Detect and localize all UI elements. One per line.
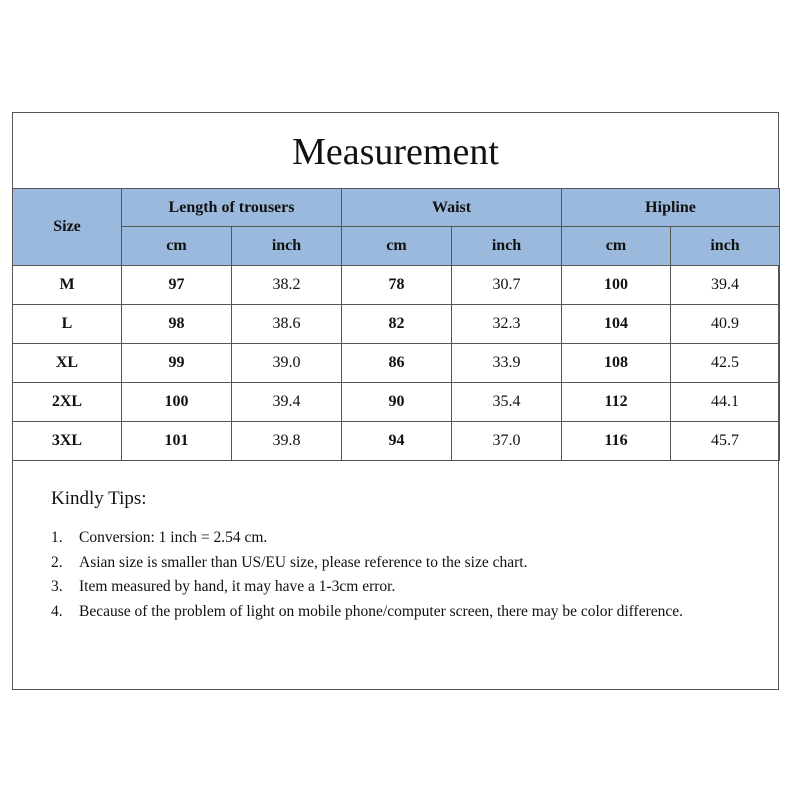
size-chart-frame	[12, 112, 779, 690]
list-number: 1.	[51, 529, 63, 546]
value-cell: 42.5	[671, 344, 780, 383]
table-row	[13, 305, 780, 344]
size-cell: L	[13, 305, 122, 344]
value-cell: 44.1	[671, 383, 780, 422]
table-row	[13, 266, 780, 305]
value-cell: 39.0	[232, 344, 342, 383]
unit-header: inch	[452, 227, 562, 266]
header-row-units	[13, 227, 780, 266]
value-cell: 90	[342, 383, 452, 422]
list-text: Item measured by hand, it may have a 1-3cm error.	[79, 578, 396, 595]
table-row	[13, 344, 780, 383]
list-item	[51, 551, 751, 576]
group-header-waist: Waist	[342, 189, 562, 227]
value-cell: 108	[562, 344, 671, 383]
tips-list	[51, 526, 751, 624]
value-cell: 39.4	[232, 383, 342, 422]
list-number: 2.	[51, 553, 63, 571]
table-row	[13, 422, 780, 461]
value-cell: 45.7	[671, 422, 780, 461]
unit-header: inch	[232, 227, 342, 266]
value-cell: 101	[122, 422, 232, 461]
size-column-header: Size	[13, 189, 122, 266]
list-text: Asian size is smaller than US/EU size, please reference to the size chart.	[79, 553, 528, 571]
size-cell: XL	[13, 344, 122, 383]
table-row	[13, 383, 780, 422]
value-cell: 82	[342, 305, 452, 344]
tips-title: Kindly Tips:	[51, 488, 147, 509]
value-cell: 40.9	[671, 305, 780, 344]
value-cell: 94	[342, 422, 452, 461]
value-cell: 98	[122, 305, 232, 344]
value-cell: 116	[562, 422, 671, 461]
value-cell: 86	[342, 344, 452, 383]
value-cell: 32.3	[452, 305, 562, 344]
value-cell: 35.4	[452, 383, 562, 422]
value-cell: 100	[122, 383, 232, 422]
size-cell: 3XL	[13, 422, 122, 461]
unit-header: cm	[342, 227, 452, 266]
value-cell: 104	[562, 305, 671, 344]
list-item	[51, 526, 751, 551]
unit-header: inch	[671, 227, 780, 266]
list-number: 4.	[51, 602, 63, 620]
list-item	[51, 575, 751, 600]
header-row-groups	[13, 189, 780, 227]
size-table	[12, 188, 780, 461]
value-cell: 99	[122, 344, 232, 383]
value-cell: 38.6	[232, 305, 342, 344]
value-cell: 97	[122, 266, 232, 305]
list-text: Because of the problem of light on mobile phone/computer screen, there may be color difference.	[79, 602, 683, 620]
group-header-hipline: Hipline	[562, 189, 780, 227]
value-cell: 30.7	[452, 266, 562, 305]
group-header-length: Length of trousers	[122, 189, 342, 227]
size-cell: 2XL	[13, 383, 122, 422]
value-cell: 100	[562, 266, 671, 305]
unit-header: cm	[562, 227, 671, 266]
value-cell: 38.2	[232, 266, 342, 305]
list-text: Conversion: 1 inch = 2.54 cm.	[79, 529, 268, 546]
value-cell: 112	[562, 383, 671, 422]
tips-section	[51, 488, 751, 624]
value-cell: 37.0	[452, 422, 562, 461]
unit-header: cm	[122, 227, 232, 266]
value-cell: 33.9	[452, 344, 562, 383]
chart-title: Measurement	[292, 131, 499, 173]
size-cell: M	[13, 266, 122, 305]
value-cell: 39.4	[671, 266, 780, 305]
list-number: 3.	[51, 578, 63, 595]
value-cell: 39.8	[232, 422, 342, 461]
list-item	[51, 600, 751, 625]
value-cell: 78	[342, 266, 452, 305]
